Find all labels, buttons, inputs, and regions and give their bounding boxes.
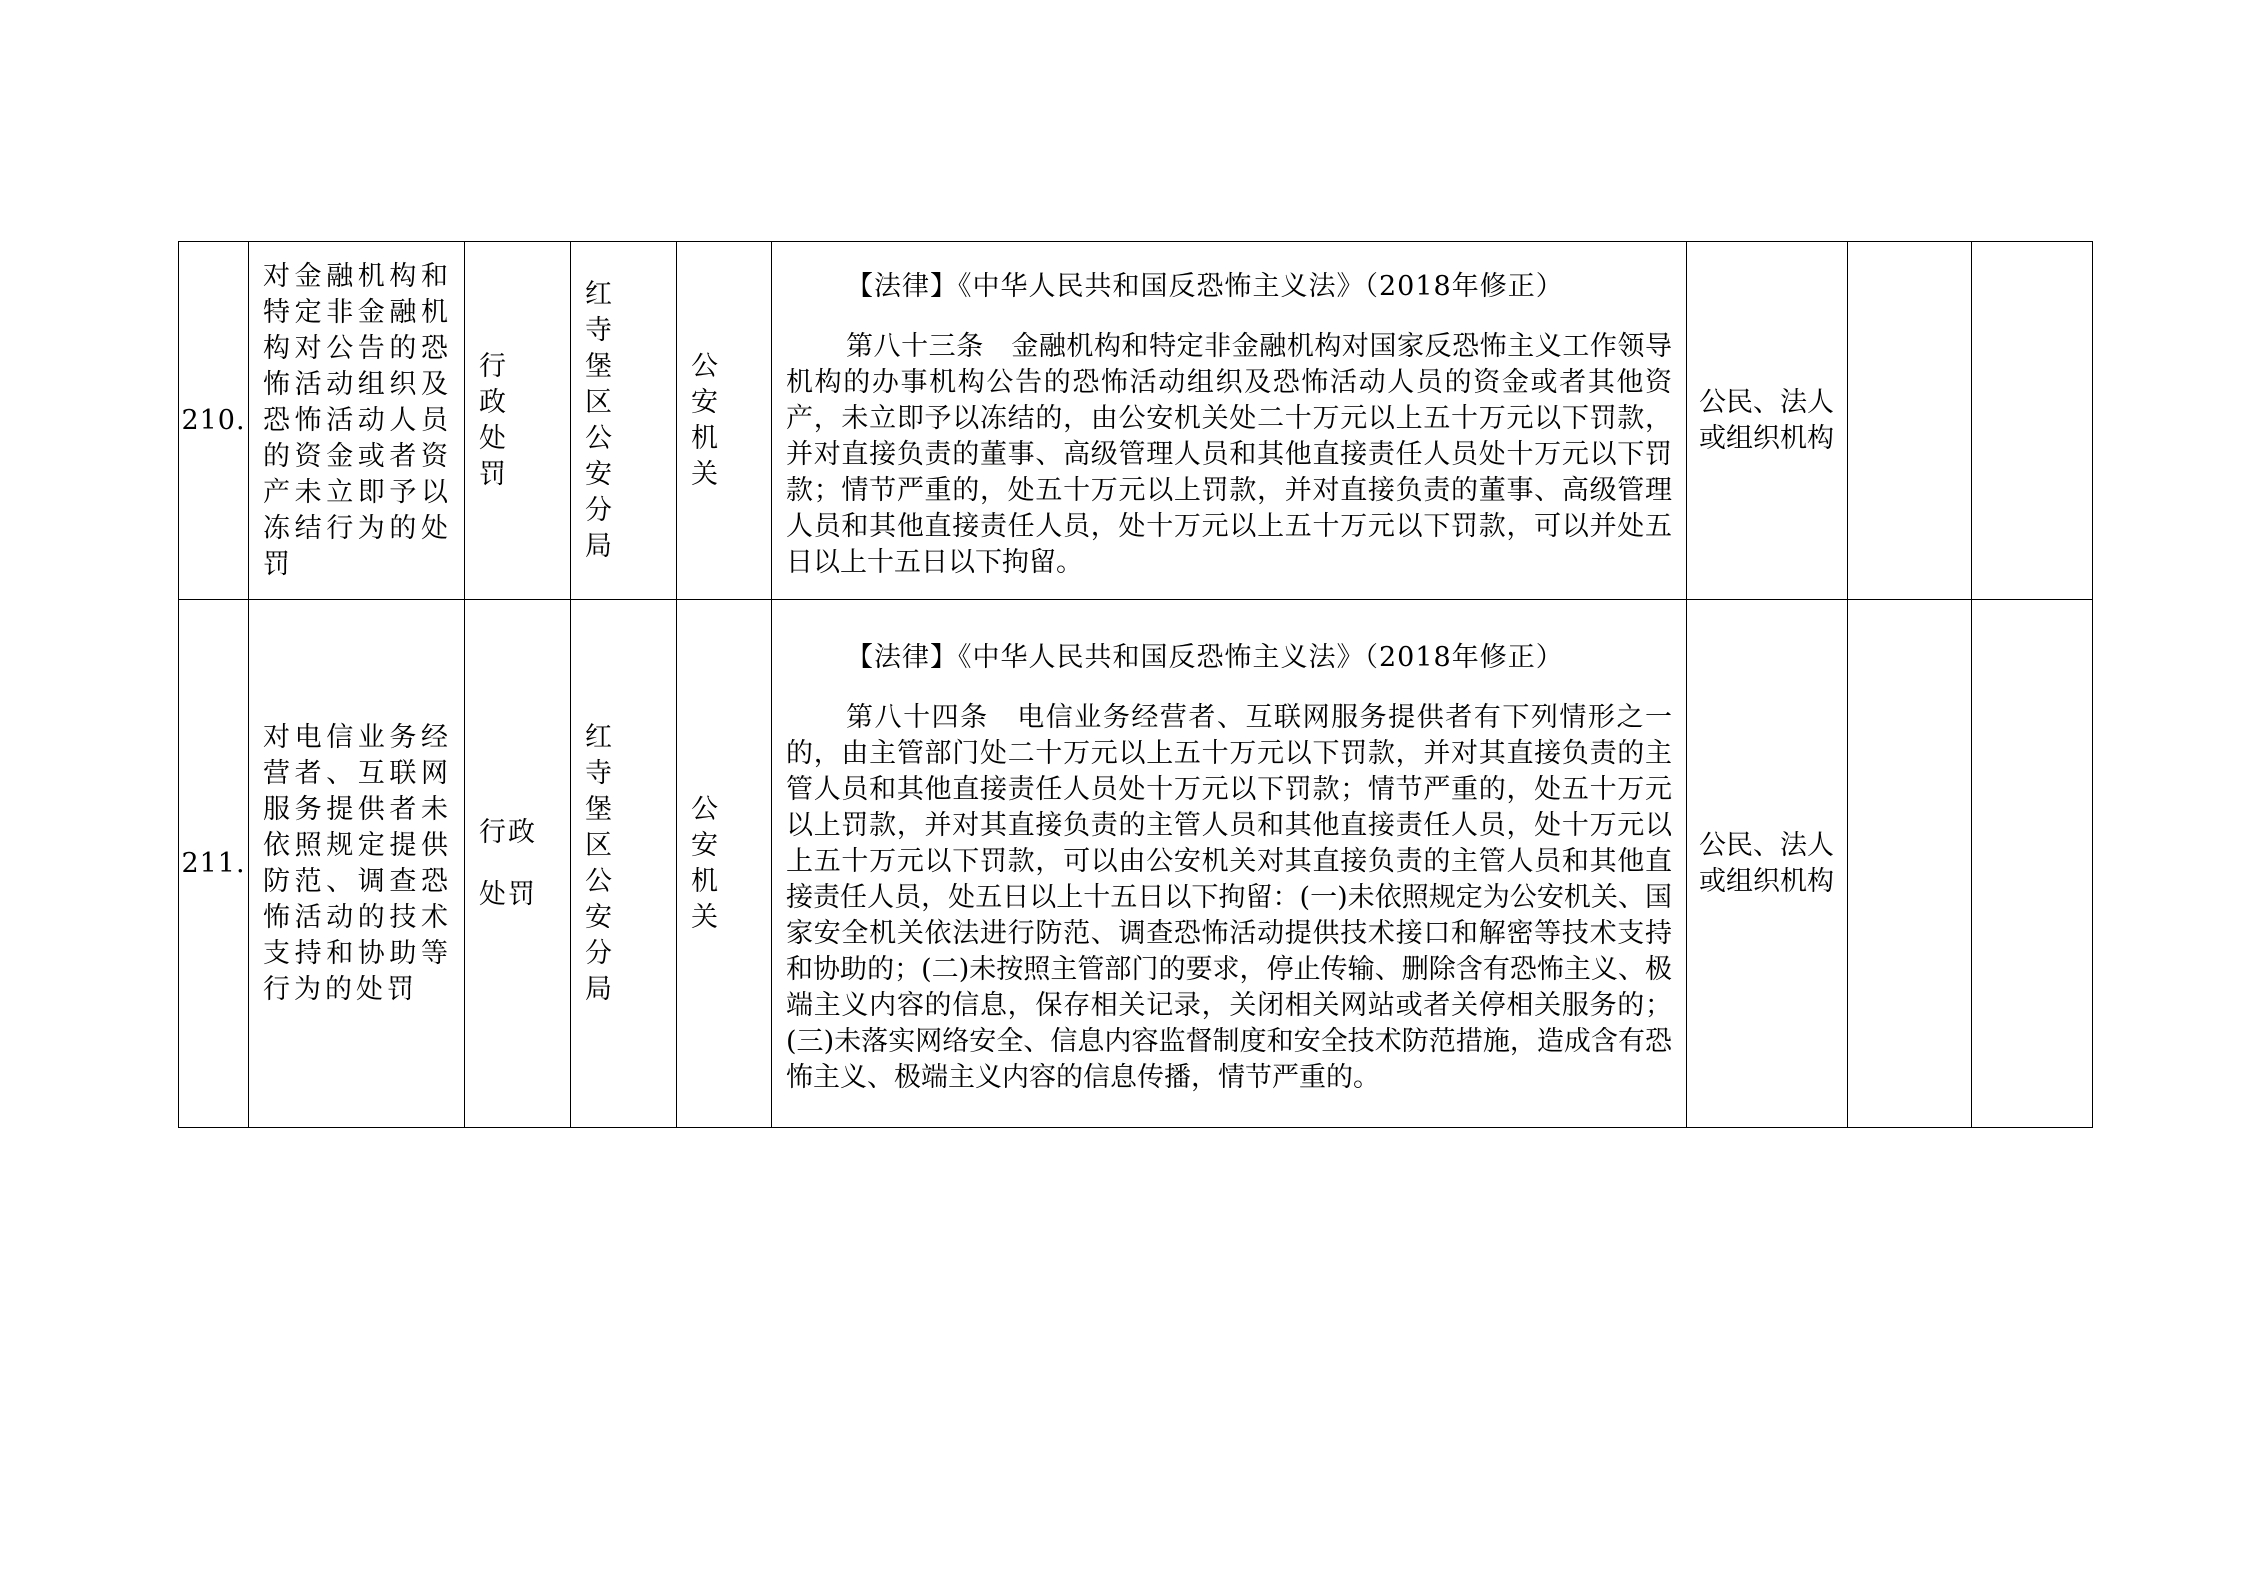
legal-basis — [772, 242, 1687, 600]
law-article: 第八十四条 电信业务经营者、互联网服务提供者有下列情形之一的，由主管部门处二十万元以上五十万元以下罚款，并对其直接负责的主管人员和其他直接责任人员处十万元以下罚款；情节严重的，处五十万元以上罚款，并对其直接负责的主管人员和其他直接责任人员，处十万元以上五十万元以下罚款，可以由公安机关对其直接负责的主管人员和其他直接责任人员，处五日以上十五日以下拘留：(一)未依照规定为公安机关、国家安全机关依法进行防范、调查恐怖活动提供技术接口和解密等技术支持和协助的；(二)未按照主管部门的要求，停止传输、删除含有恐怖主义、极端主义内容的信息，保存相关记录，关闭相关网站或者关停相关服务的；(三)未落实网络安全、信息内容监督制度和安全技术防范措施，造成含有恐怖主义、极端主义内容的信息传播，情节严重的。 — [786, 701, 1672, 1093]
item-kind-line2: 处罚 — [479, 878, 537, 910]
item-number: 211. — [179, 600, 249, 1128]
authority: 公安机关 — [677, 600, 772, 1128]
table-row — [179, 600, 2093, 1128]
empty-cell — [1848, 242, 1972, 600]
item-kind-text: 行政处罚 — [479, 350, 528, 490]
law-title: 【法律】《中华人民共和国反恐怖主义法》（2018年修正） — [846, 270, 1564, 302]
item-name: 对金融机构和特定非金融机构对公告的恐怖活动组织及恐怖活动人员的资金或者资产未立即予以冻结行为的处罚 — [249, 242, 465, 600]
item-kind-line1: 行政 — [479, 816, 537, 848]
law-article: 第八十三条 金融机构和特定非金融机构对国家反恐怖主义工作领导机构的办事机构公告的恐怖活动组织及恐怖活动人员的资金或者其他资产，未立即予以冻结的，由公安机关处二十万元以上五十万元以下罚款，并对直接负责的董事、高级管理人员和其他直接责任人员处十万元以下罚款；情节严重的，处五十万元以上罚款，并对直接负责的董事、高级管理人员和其他直接责任人员，处十万元以上五十万元以下罚款，可以并处五日以上十五日以下拘留。 — [786, 330, 1672, 578]
law-title: 【法律】《中华人民共和国反恐怖主义法》（2018年修正） — [846, 641, 1564, 673]
item-kind — [465, 242, 571, 600]
target-subject: 公民、法人或组织机构 — [1687, 600, 1848, 1128]
empty-cell — [1848, 600, 1972, 1128]
empty-cell — [1972, 600, 2093, 1128]
penalty-table — [178, 241, 2093, 1128]
legal-basis — [772, 600, 1687, 1128]
table-row — [179, 242, 2093, 600]
authority: 公安机关 — [677, 242, 772, 600]
implementing-unit: 红寺堡区公安分局 — [571, 242, 677, 600]
item-number: 210. — [179, 242, 249, 600]
implementing-unit: 红寺堡区公安分局 — [571, 600, 677, 1128]
target-subject: 公民、法人或组织机构 — [1687, 242, 1848, 600]
item-kind — [465, 600, 571, 1128]
empty-cell — [1972, 242, 2093, 600]
item-name: 对电信业务经营者、互联网服务提供者未依照规定提供防范、调查恐怖活动的技术支持和协助等行为的处罚 — [249, 600, 465, 1128]
